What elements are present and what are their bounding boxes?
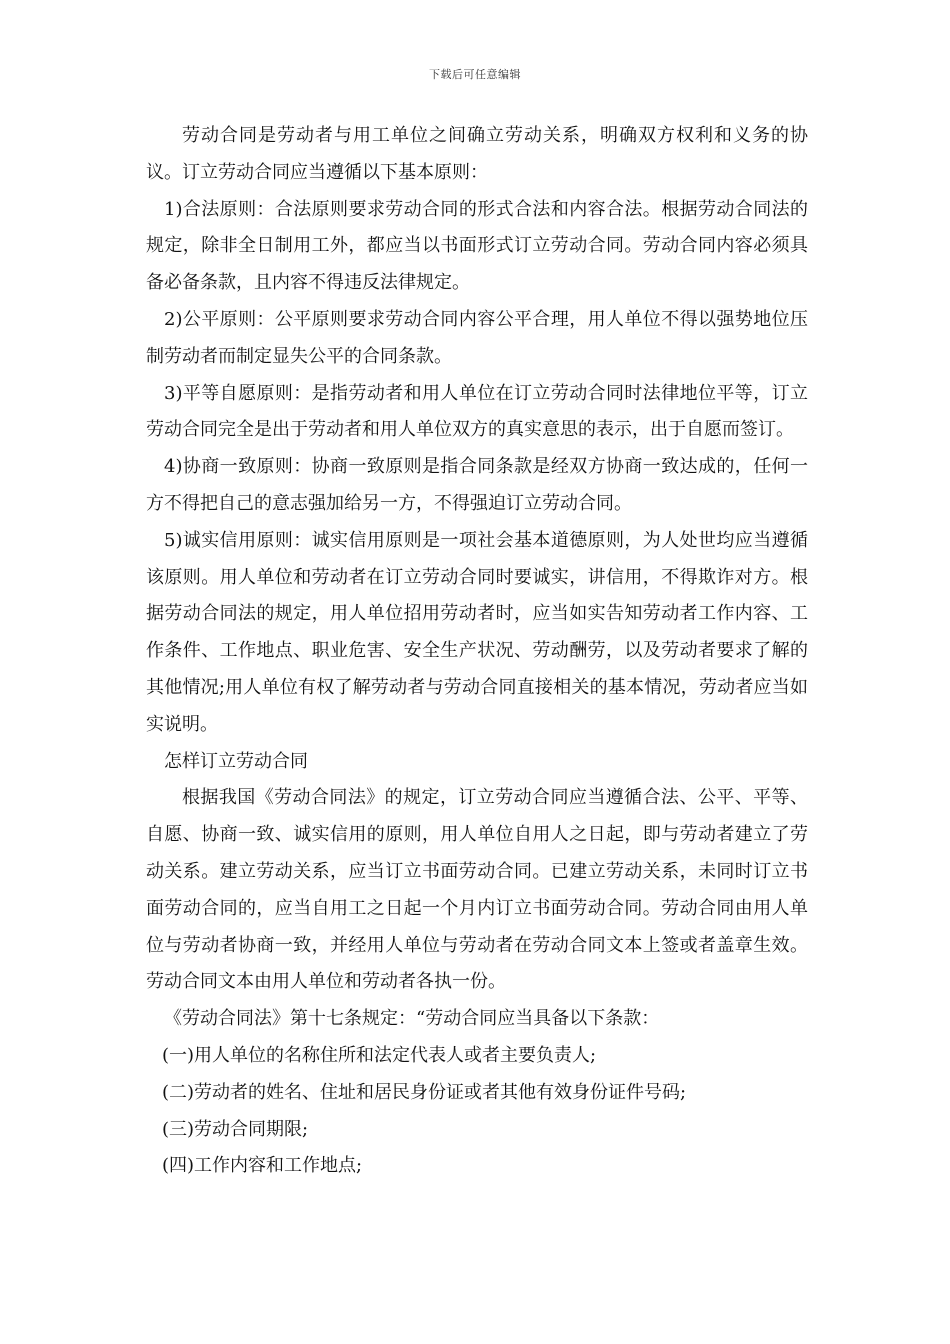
- paragraph-how-to-sign: 根据我国《劳动合同法》的规定，订立劳动合同应当遵循合法、公平、平等、自愿、协商一致、诚实信用的原则，用人单位自用人之日起，即与劳动者建立了劳动关系。建立劳动关系，应当订立书面劳动合同。已建立劳动关系，未同时订立书面劳动合同的，应当自用工之日起一个月内订立书面劳动合同。劳动合同由用人单位与劳动者协商一致，并经用人单位与劳动者在劳动合同文本上签或者盖章生效。劳动合同文本由用人单位和劳动者各执一份。: [146, 787, 808, 993]
- page-header: 下载后可任意编辑: [429, 68, 521, 81]
- document-body: [146, 118, 808, 1185]
- paragraph-principle-consensus: 4)协商一致原则：协商一致原则是指合同条款是经双方协商一致达成的，任何一方不得把自己的意志强加给另一方，不得强迫订立劳动合同。: [146, 456, 808, 514]
- paragraph-intro: 劳动合同是劳动者与用工单位之间确立劳动关系，明确双方权利和义务的协议。订立劳动合同应当遵循以下基本原则：: [146, 125, 808, 183]
- paragraph-principle-legal: 1)合法原则：合法原则要求劳动合同的形式合法和内容合法。根据劳动合同法的规定，除非全日制用工外，都应当以书面形式订立劳动合同。劳动合同内容必须具备必备条款，且内容不得违反法律规定。: [146, 198, 808, 294]
- paragraph-principle-fair: 2)公平原则：公平原则要求劳动合同内容公平合理，用人单位不得以强势地位压制劳动者而制定显失公平的合同条款。: [146, 308, 808, 367]
- paragraph-principle-good-faith: 5)诚实信用原则：诚实信用原则是一项社会基本道德原则，为人处世均应当遵循该原则。用人单位和劳动者在订立劳动合同时要诚实，讲信用，不得欺诈对方。根据劳动合同法的规定，用人单位招用劳动者时，应当如实告知劳动者工作内容、工作条件、工作地点、职业危害、安全生产状况、劳动酬劳，以及劳动者要求了解的其他情况;用人单位有权了解劳动者与劳动合同直接相关的基本情况，劳动者应当如实说明。: [146, 529, 808, 735]
- paragraph-principle-equal-voluntary: 3)平等自愿原则：是指劳动者和用人单位在订立劳动合同时法律地位平等，订立劳动合同完全是出于劳动者和用人单位双方的真实意思的表示，出于自愿而签订。: [146, 382, 808, 441]
- list-item-clause-3: (三)劳动合同期限;: [162, 1118, 309, 1140]
- paragraph-article-17: 《劳动合同法》第十七条规定：“劳动合同应当具备以下条款：: [164, 1008, 660, 1030]
- section-heading: 怎样订立劳动合同: [164, 750, 308, 772]
- list-item-clause-1: (一)用人单位的名称住所和法定代表人或者主要负责人;: [162, 1044, 597, 1066]
- list-item-clause-2: (二)劳动者的姓名、住址和居民身份证或者其他有效身份证件号码;: [162, 1081, 687, 1103]
- list-item-clause-4: (四)工作内容和工作地点;: [162, 1155, 363, 1177]
